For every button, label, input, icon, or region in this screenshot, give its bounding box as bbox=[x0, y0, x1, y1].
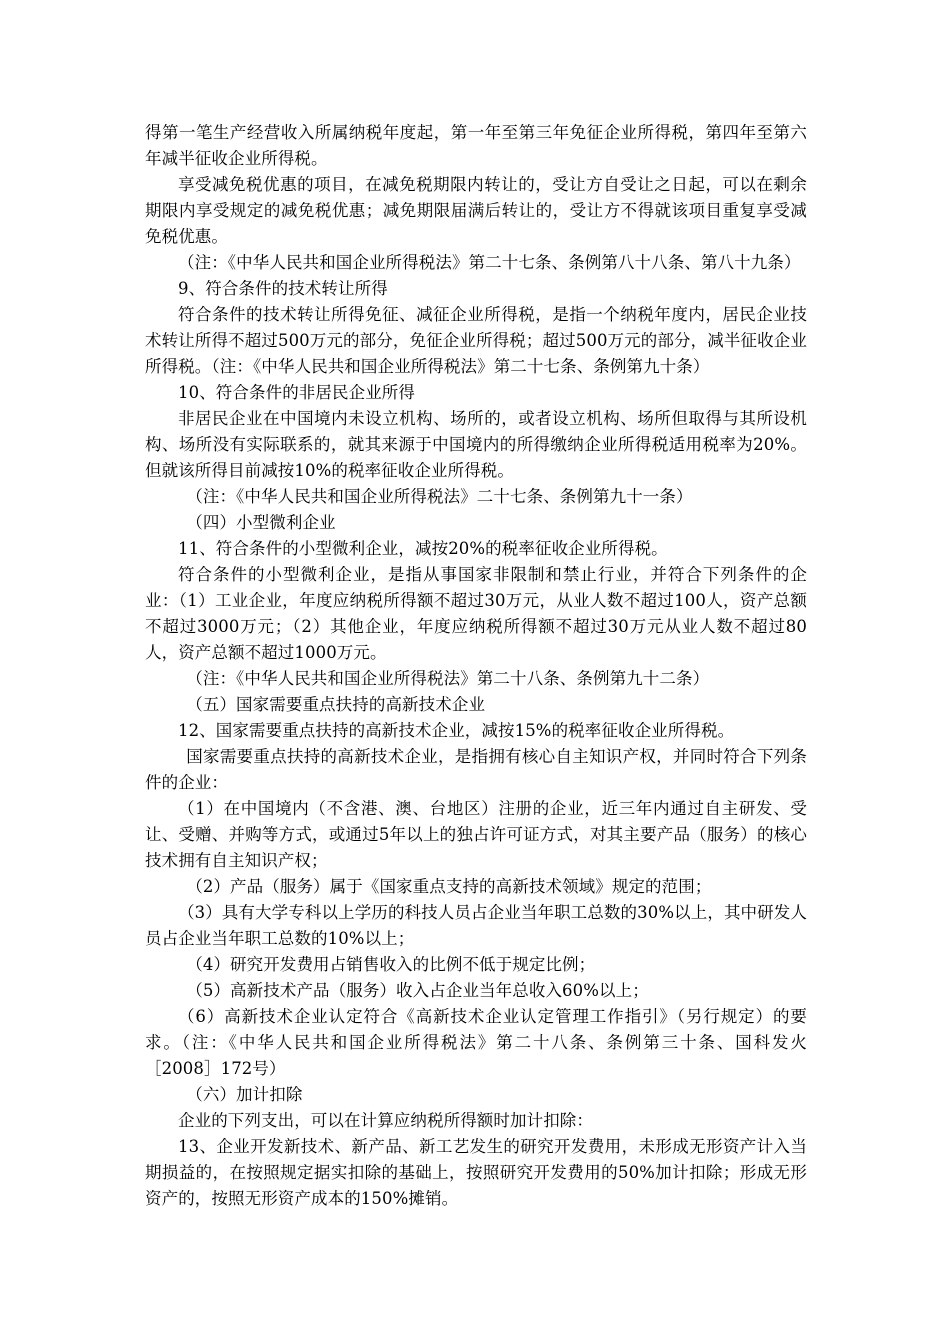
section-heading: 11、符合条件的小型微利企业，减按20%的税率征收企业所得税。 bbox=[178, 539, 668, 558]
list-item: （5）高新技术产品（服务）收入占企业当年总收入60%以上； bbox=[186, 981, 649, 1000]
section-heading: （六）加计扣除 bbox=[186, 1085, 303, 1104]
section-heading: （五）国家需要重点扶持的高新技术企业 bbox=[186, 695, 486, 714]
paragraph: 非居民企业在中国境内未设立机构、场所的，或者设立机构、场所但取得与其所设机构、场所没有实际联系的，就其来源于中国境内的所得缴纳企业所得税适用税率为20%。但就该所得目前减按10%的税率征收企业所得税。 bbox=[145, 409, 807, 480]
section-heading: 12、国家需要重点扶持的高新技术企业，减按15%的税率征收企业所得税。 bbox=[178, 721, 735, 740]
list-item: （3）具有大学专科以上学历的科技人员占企业当年职工总数的30%以上，其中研发人员占企业当年职工总数的10%以上； bbox=[145, 903, 807, 948]
list-item: （4）研究开发费用占销售收入的比例不低于规定比例； bbox=[186, 955, 596, 974]
paragraph: 企业的下列支出，可以在计算应纳税所得额时加计扣除： bbox=[178, 1111, 593, 1130]
section-heading: 10、符合条件的非居民企业所得 bbox=[178, 383, 415, 402]
list-item: （1）在中国境内（不含港、澳、台地区）注册的企业，近三年内通过自主研发、受让、受赠、并购等方式，或通过5年以上的独占许可证方式，对其主要产品（服务）的核心技术拥有自主知识产权； bbox=[145, 799, 807, 870]
paragraph: 13、企业开发新技术、新产品、新工艺发生的研究开发费用，未形成无形资产计入当期损益的，在按照规定据实扣除的基础上，按照研究开发费用的50%加计扣除；形成无形资产的，按照无形资产成本的150%摊销。 bbox=[145, 1137, 807, 1208]
legal-note: （注：《中华人民共和国企业所得税法》第二十八条、条例第九十二条） bbox=[186, 669, 710, 688]
list-item: （6）高新技术企业认定符合《高新技术企业认定管理工作指引》（另行规定）的要求。（注：《中华人民共和国企业所得税法》第二十八条、条例第三十条、国科发火［2008］172号） bbox=[145, 1007, 807, 1078]
legal-note: （注：《中华人民共和国企业所得税法》第二十七条、条例第八十八条、第八十九条） bbox=[178, 253, 801, 272]
paragraph: 国家需要重点扶持的高新技术企业，是指拥有核心自主知识产权，并同时符合下列条件的企业： bbox=[145, 747, 807, 792]
paragraph: 享受减免税优惠的项目，在减免税期限内转让的，受让方自受让之日起，可以在剩余期限内享受规定的减免税优惠；减免期限届满后转让的，受让方不得就该项目重复享受减免税优惠。 bbox=[145, 175, 807, 246]
section-heading: （四）小型微利企业 bbox=[186, 513, 336, 532]
document-body bbox=[145, 120, 807, 1212]
paragraph: 得第一笔生产经营收入所属纳税年度起，第一年至第三年免征企业所得税，第四年至第六年减半征收企业所得税。 bbox=[145, 123, 807, 168]
section-heading: 9、符合条件的技术转让所得 bbox=[178, 279, 388, 298]
list-item: （2）产品（服务）属于《国家重点支持的高新技术领域》规定的范围； bbox=[186, 877, 712, 896]
legal-note: （注：《中华人民共和国企业所得税法》二十七条、条例第九十一条） bbox=[186, 487, 693, 506]
paragraph: 符合条件的小型微利企业，是指从事国家非限制和禁止行业，并符合下列条件的企业：（1）工业企业，年度应纳税所得额不超过30万元，从业人数不超过100人，资产总额不超过3000万元；（2）其他企业，年度应纳税所得额不超过30万元从业人数不超过80人，资产总额不超过1000万元。 bbox=[145, 565, 807, 662]
paragraph: 符合条件的技术转让所得免征、减征企业所得税，是指一个纳税年度内，居民企业技术转让所得不超过500万元的部分，免征企业所得税；超过500万元的部分，减半征收企业所得税。（注：《中华人民共和国企业所得税法》第二十七条、条例第九十条） bbox=[145, 305, 807, 376]
